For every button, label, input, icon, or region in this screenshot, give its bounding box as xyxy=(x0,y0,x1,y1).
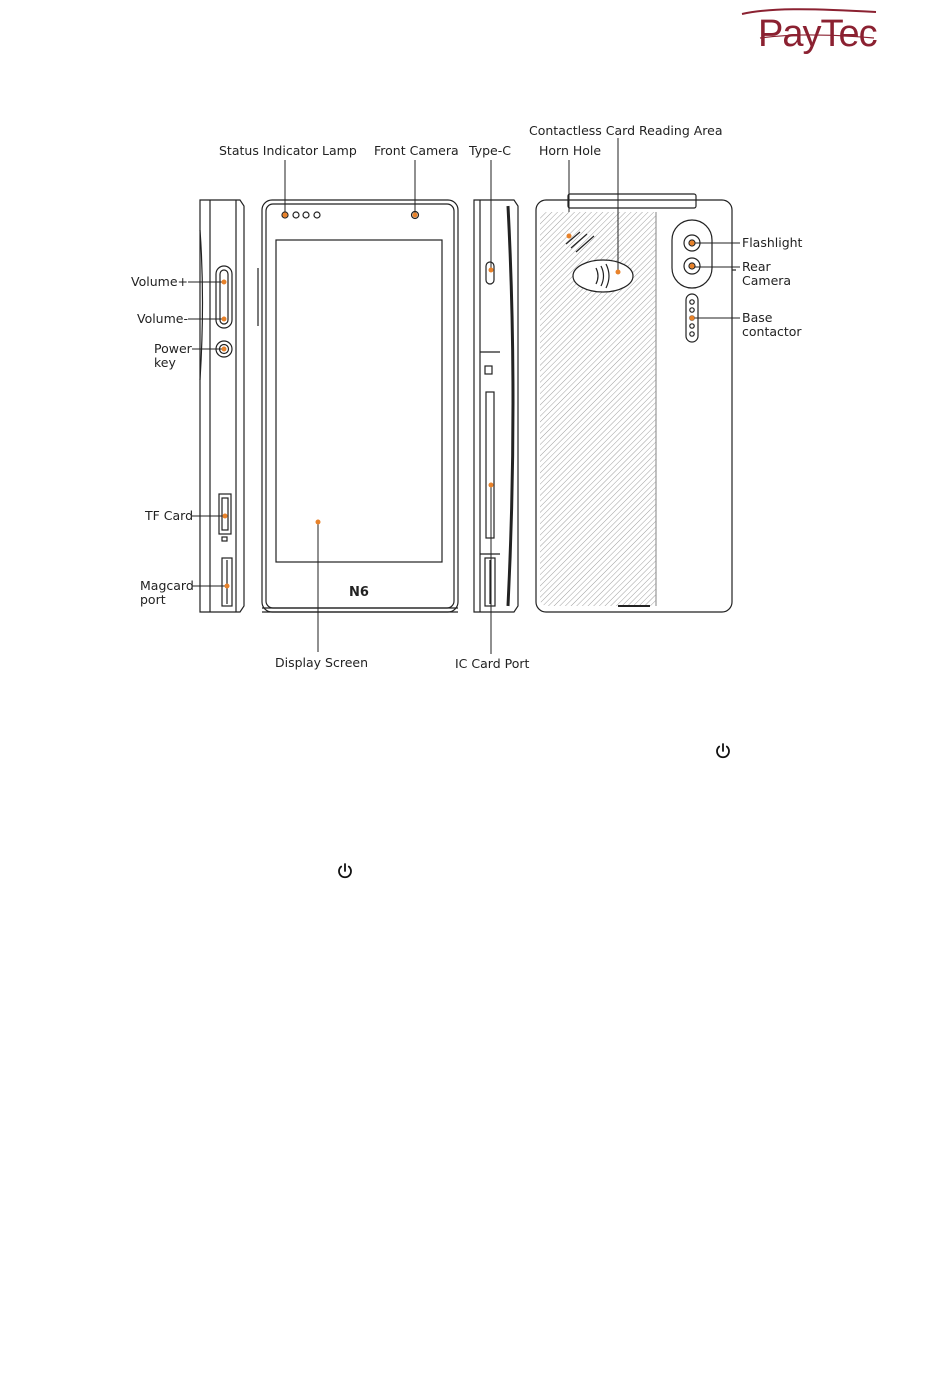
label-display-screen: Display Screen xyxy=(275,655,369,670)
label-magcard-port-2: port xyxy=(140,592,166,607)
label-volume-up: Volume+ xyxy=(131,274,188,289)
model-name: N6 xyxy=(349,585,369,600)
label-front-camera: Front Camera xyxy=(374,143,459,158)
label-magcard-port-1: Magcard xyxy=(140,578,194,593)
label-rear-camera-2: Camera xyxy=(742,273,792,288)
label-power-key-1: Power xyxy=(154,341,192,356)
label-volume-down: Volume- xyxy=(136,311,188,326)
label-base-contactor-1: Base xyxy=(742,310,773,325)
label-horn-hole: Horn Hole xyxy=(539,143,602,158)
power-icon xyxy=(336,862,354,880)
right-side-view xyxy=(474,200,518,612)
label-rear-camera-1: Rear xyxy=(742,259,771,274)
back-view xyxy=(536,194,736,612)
label-contactless-area: Contactless Card Reading Area xyxy=(529,123,723,138)
power-icon xyxy=(714,742,732,760)
label-status-indicator-lamp: Status Indicator Lamp xyxy=(219,143,357,158)
label-tf-card: TF Card xyxy=(145,508,194,523)
leader-lines xyxy=(188,138,740,654)
label-type-c: Type-C xyxy=(469,143,511,158)
label-base-contactor-2: contactor xyxy=(742,324,802,339)
svg-text:PayTec: PayTec xyxy=(758,13,877,55)
front-view xyxy=(258,200,458,612)
label-flashlight: Flashlight xyxy=(742,235,803,250)
left-side-view xyxy=(200,200,244,612)
label-ic-card-port: IC Card Port xyxy=(455,656,530,671)
label-power-key-2: key xyxy=(154,355,176,370)
